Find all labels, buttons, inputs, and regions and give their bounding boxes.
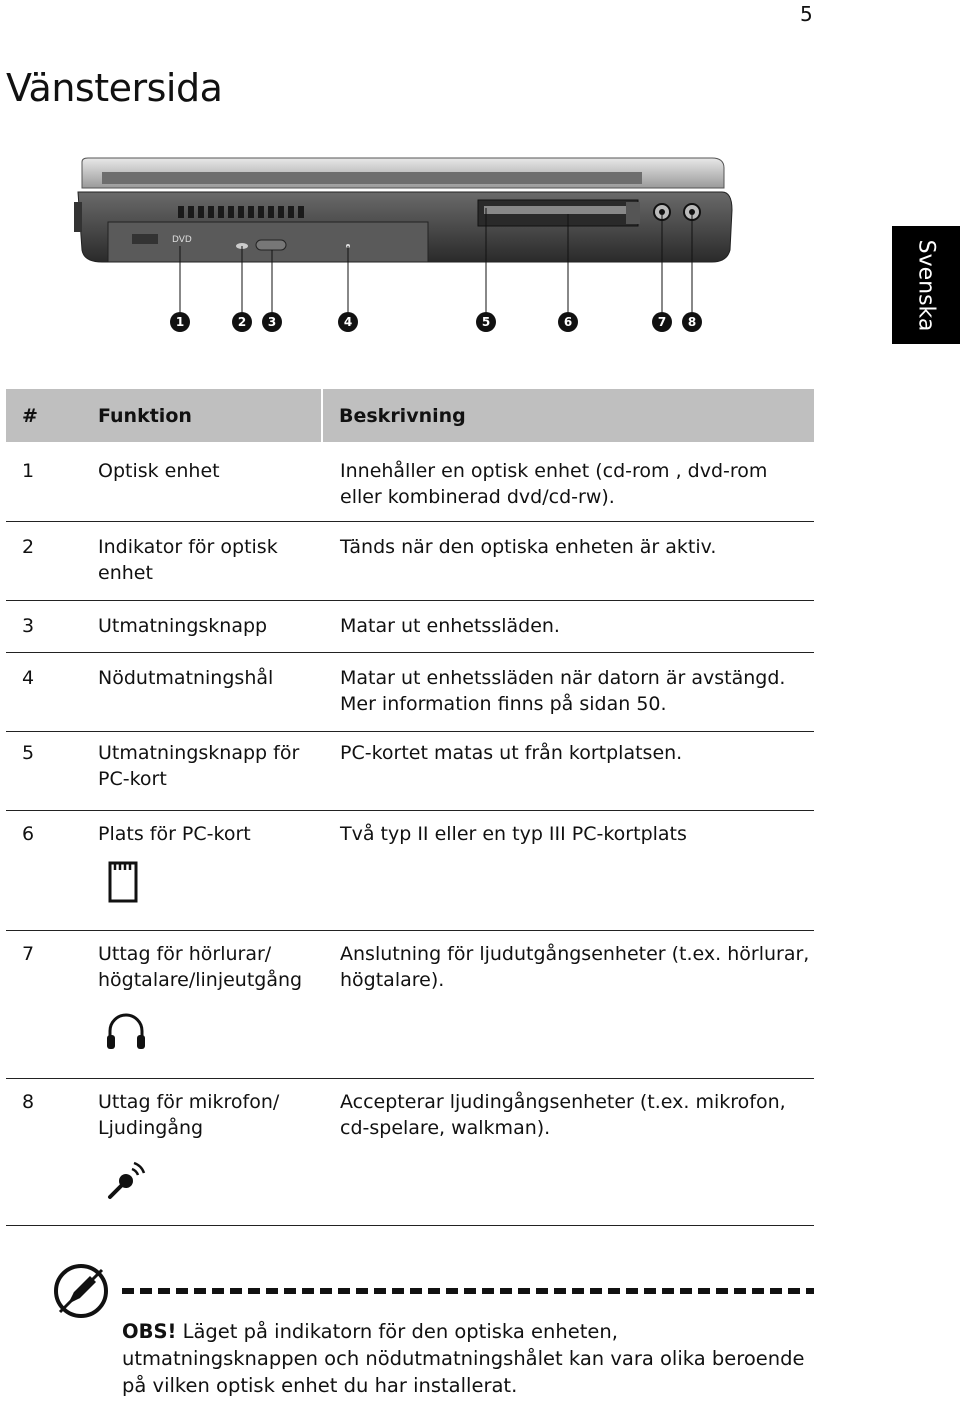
feature-table (6, 389, 814, 1226)
row-function: Utmatningsknapp för PC-kort (86, 731, 322, 810)
row-description: Accepterar ljudingångsenheter (t.ex. mikrofon, cd-spelare, walkman). (322, 1078, 814, 1225)
table-row (6, 810, 814, 930)
row-function: Uttag för mikrofon/ Ljudingång (98, 1090, 280, 1139)
table-row (6, 652, 814, 731)
callout-5: 5 (481, 315, 491, 329)
table-row (6, 442, 814, 521)
note-divider (122, 1288, 814, 1294)
note-text-block (122, 1318, 814, 1399)
note-pencil-icon (52, 1262, 110, 1320)
note-label: OBS! (122, 1320, 177, 1343)
row-num: 1 (6, 442, 86, 521)
table-row (6, 731, 814, 810)
row-function: Optisk enhet (86, 442, 322, 521)
note-text: Läget på indikatorn för den optiska enheten, utmatningsknappen och nödutmatningshålet kan vara olika beroende på vilken optisk enhet du har installerat. (122, 1320, 805, 1397)
callout-4: 4 (343, 315, 353, 329)
callout-8: 8 (687, 315, 697, 329)
header-num: # (6, 389, 86, 442)
row-num: 2 (6, 521, 86, 600)
callout-2: 2 (237, 315, 247, 329)
callout-7: 7 (657, 315, 667, 329)
language-tab (892, 226, 960, 344)
row-function: Nödutmatningshål (86, 652, 322, 731)
row-num: 4 (6, 652, 86, 731)
row-function: Plats för PC-kort (98, 822, 251, 845)
table-header-row (6, 389, 814, 442)
row-description: PC-kortet matas ut från kortplatsen. (322, 731, 814, 810)
page-title: Vänstersida (6, 66, 223, 110)
row-function: Uttag för hörlurar/ högtalare/linjeutgång (98, 942, 303, 991)
table-row (6, 1078, 814, 1225)
row-description: Innehåller en optisk enhet (cd-rom , dvd-rom eller kombinerad dvd/cd-rw). (322, 442, 814, 521)
page-number: 5 (800, 2, 813, 26)
row-function: Utmatningsknapp (86, 600, 322, 652)
row-num: 8 (6, 1078, 86, 1225)
row-num: 3 (6, 600, 86, 652)
callout-3: 3 (267, 315, 277, 329)
headphones-icon (104, 1011, 148, 1051)
table-row (6, 600, 814, 652)
header-function: Funktion (86, 389, 322, 442)
row-num: 6 (6, 810, 86, 930)
row-description: Matar ut enhetssläden. (322, 600, 814, 652)
table-row (6, 930, 814, 1078)
microphone-icon (104, 1159, 148, 1203)
row-num: 5 (6, 731, 86, 810)
row-function-cell (86, 1078, 322, 1225)
language-tab-label: Svenska (913, 239, 939, 331)
row-function-cell (86, 810, 322, 930)
svg-text:DVD: DVD (172, 235, 192, 245)
row-description: Matar ut enhetssläden när datorn är avstängd. Mer information finns på sidan 50. (322, 652, 814, 731)
row-description: Tänds när den optiska enheten är aktiv. (322, 521, 814, 600)
table-row (6, 521, 814, 600)
row-num: 7 (6, 930, 86, 1078)
callout-1: 1 (175, 315, 185, 329)
row-description: Två typ II eller en typ III PC-kortplats (322, 810, 814, 930)
row-description: Anslutning för ljudutgångsenheter (t.ex. hörlurar, högtalare). (322, 930, 814, 1078)
row-function-cell (86, 930, 322, 1078)
row-function: Indikator för optisk enhet (86, 521, 322, 600)
callout-6: 6 (563, 315, 573, 329)
pc-card-icon (106, 861, 140, 903)
header-description: Beskrivning (322, 389, 814, 442)
laptop-left-side-illustration (72, 150, 742, 350)
